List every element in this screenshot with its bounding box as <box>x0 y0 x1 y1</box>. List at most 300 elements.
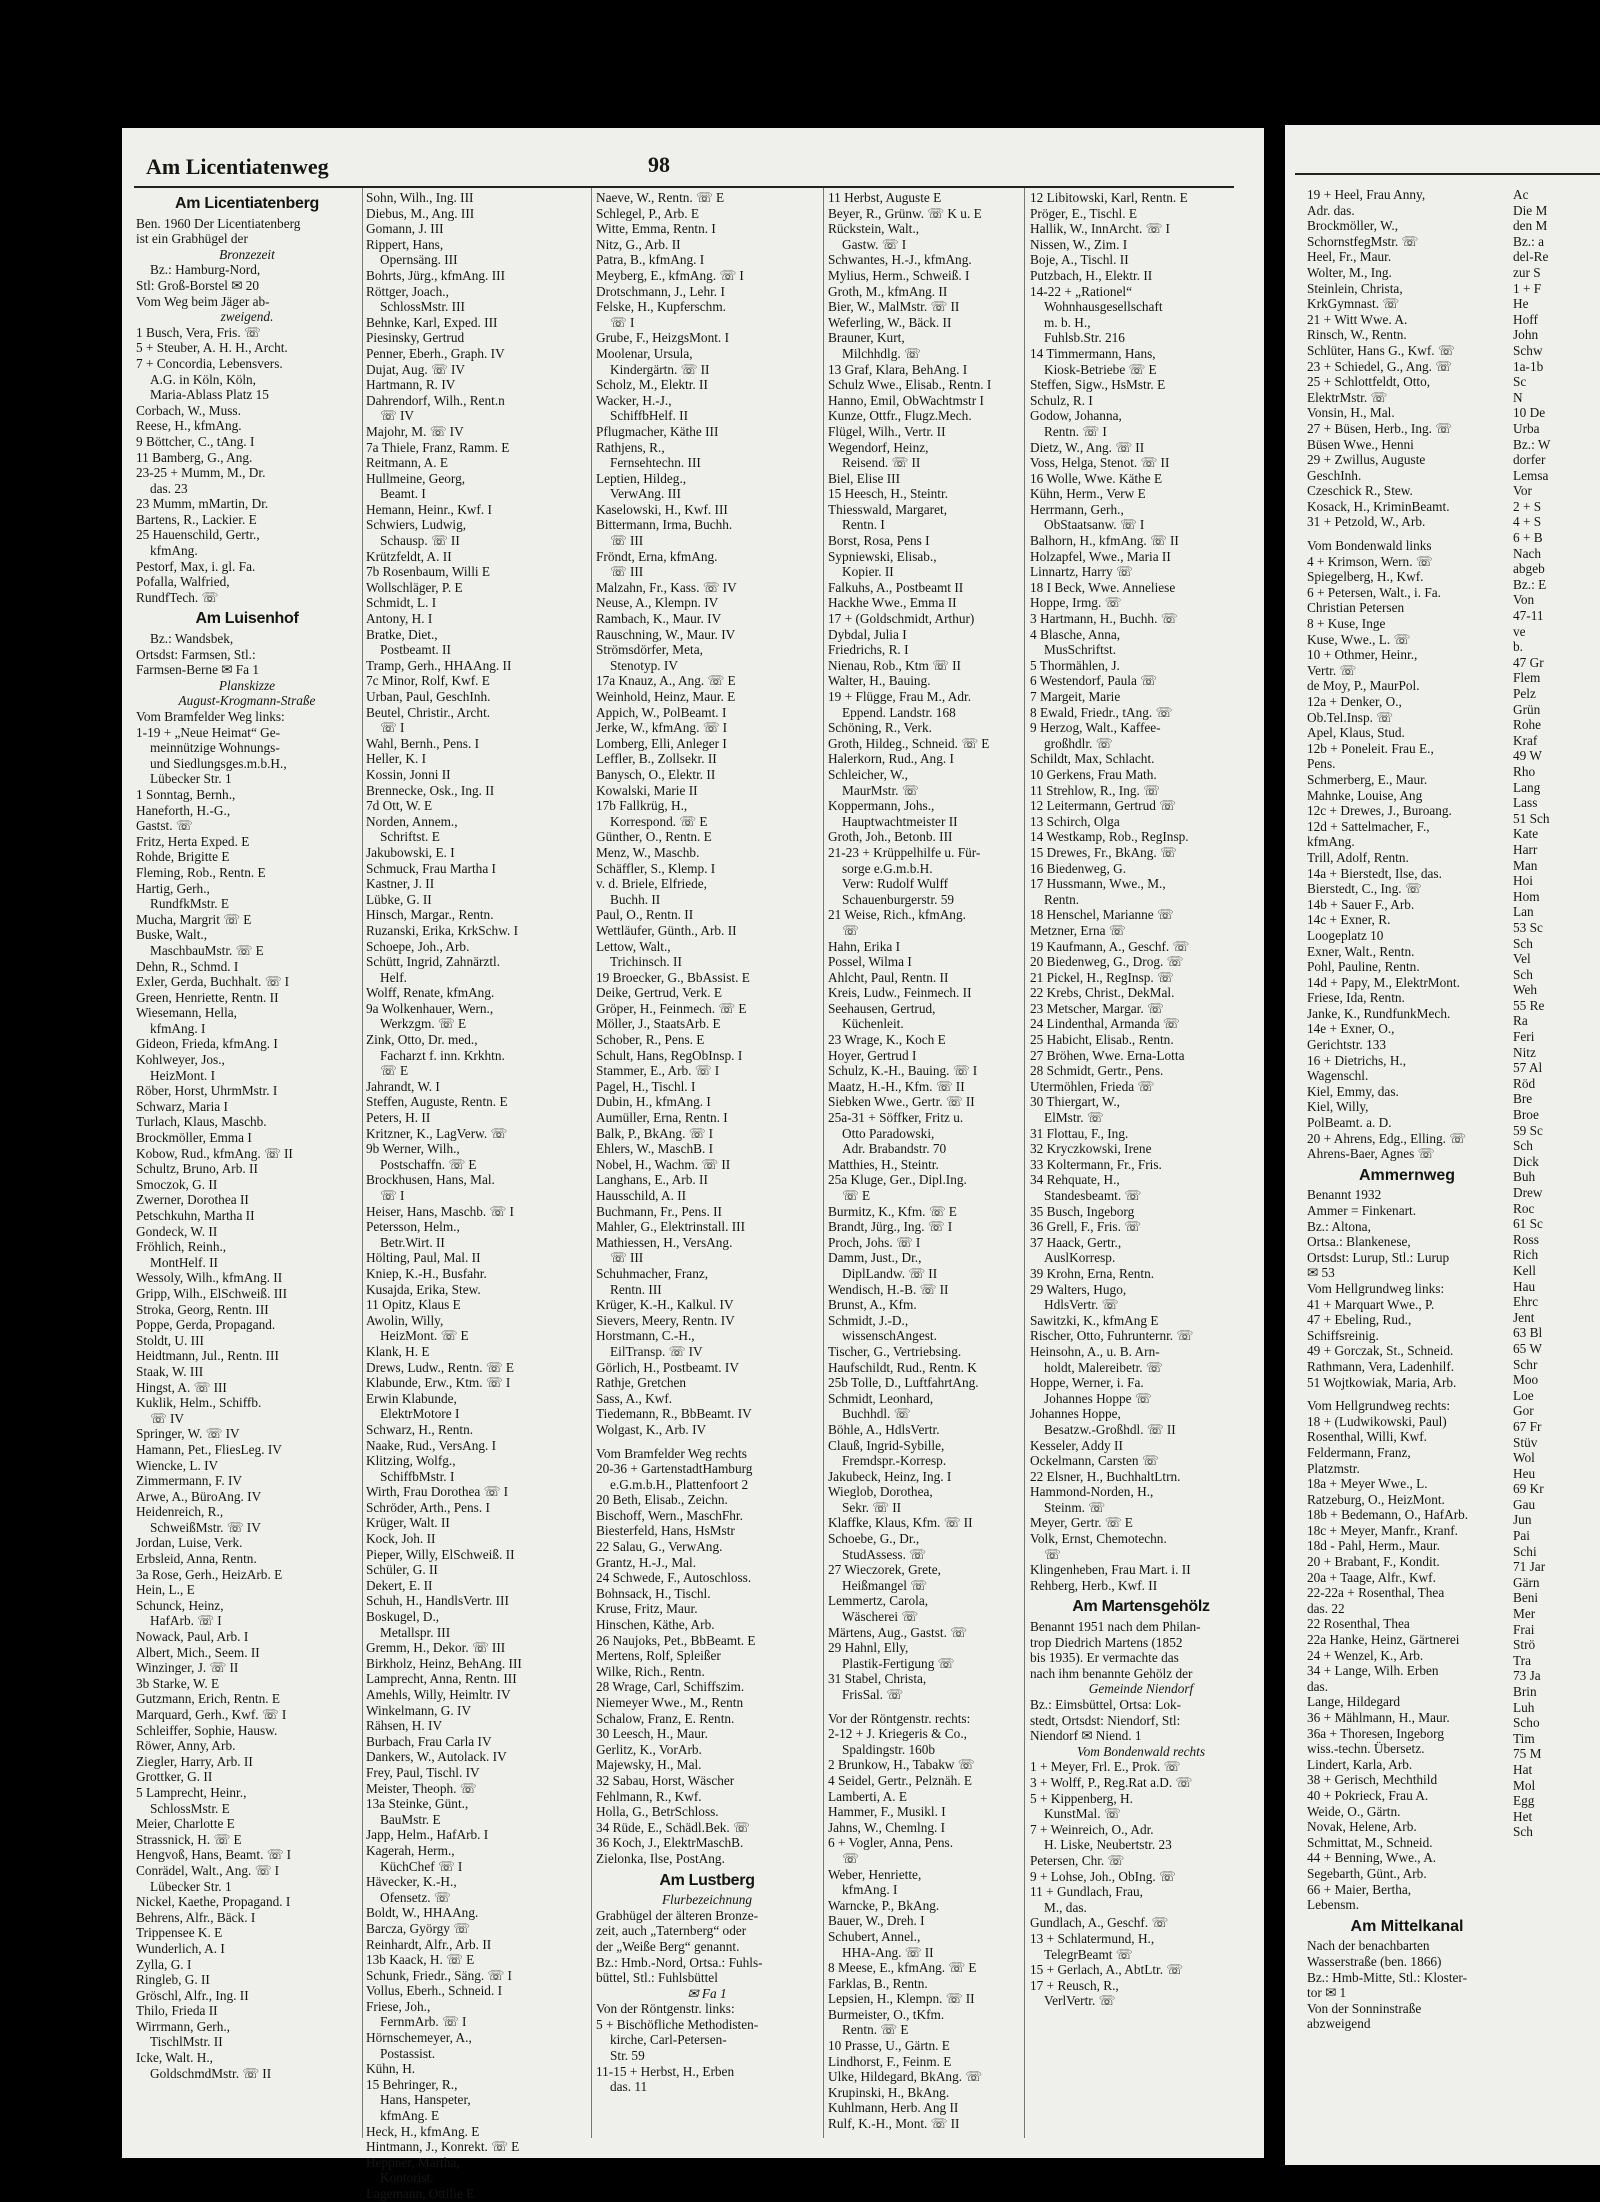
directory-entry: Flügel, Wilh., Vertr. II <box>828 423 946 439</box>
directory-entry: 19 + Heel, Frau Anny, <box>1307 187 1426 202</box>
directory-entry: VerwAng. III <box>610 486 681 502</box>
directory-entry: 67 Fr <box>1513 1418 1542 1434</box>
directory-entry: del-Re <box>1513 249 1549 265</box>
directory-entry: Pflugmacher, Käthe III <box>596 423 719 439</box>
directory-entry: Wirrmann, Gerh., <box>136 2018 230 2034</box>
directory-entry: Rathmann, Vera, Ladenhilf. <box>1307 1358 1455 1374</box>
directory-entry: nach ihm benannte Gehölz der <box>1030 1665 1193 1681</box>
directory-entry: Reitmann, A. E <box>366 455 448 471</box>
directory-entry: AuslKorresp. <box>1044 1250 1116 1266</box>
directory-entry: 11-15 + Herbst, H., Erben <box>596 2063 735 2079</box>
directory-entry: ObStaatsanw. ☏ I <box>1044 517 1145 533</box>
directory-entry: 34 + Lange, Wilh. Erben <box>1307 1663 1439 1679</box>
directory-entry: Tramp, Gerh., HHAAng. II <box>366 657 512 673</box>
directory-entry: ve <box>1513 623 1526 639</box>
directory-entry: Witte, Emma, Rentn. I <box>596 221 716 237</box>
directory-entry: Schunk, Friedr., Säng. ☏ I <box>366 1967 512 1983</box>
directory-entry: Schober, R., Pens. E <box>596 1032 705 1048</box>
directory-entry: Schmidt, J.-D., <box>828 1312 909 1328</box>
directory-entry: Gastst. ☏ <box>136 818 193 834</box>
directory-entry: 24 Schwede, F., Autoschloss. <box>596 1570 752 1586</box>
directory-entry: Hintmann, J., Konrekt. ☏ E <box>366 2139 520 2155</box>
directory-entry: Hinsch, Margar., Rentn. <box>366 907 494 923</box>
directory-entry: Rho <box>1513 763 1536 779</box>
directory-entry: SchiffbHelf. II <box>610 408 689 424</box>
directory-entry: Kühn, Herm., Verw E <box>1030 486 1146 502</box>
directory-entry: 51 Sch <box>1513 810 1550 826</box>
directory-entry: Röwer, Anny, Arb. <box>136 1738 236 1754</box>
directory-entry: Hartmann, R. IV <box>366 377 456 393</box>
directory-entry: das. 22 <box>1307 1600 1345 1616</box>
directory-entry: 9 Herzog, Walt., Kaffee- <box>1030 720 1161 736</box>
directory-entry: Ofensetz. ☏ <box>380 1889 451 1905</box>
directory-entry: Brandt, Jürg., Ing. ☏ I <box>828 1219 953 1235</box>
directory-entry: Schulz, K.-H., Bauing. ☏ I <box>828 1063 978 1079</box>
directory-entry: Röttger, Joach., <box>366 283 449 299</box>
directory-entry: Segebarth, Günt., Arb. <box>1307 1865 1427 1881</box>
directory-entry: kfmAng. <box>1307 834 1355 850</box>
directory-entry: Kühn, H. <box>366 2061 416 2077</box>
directory-entry: ☏ IV <box>380 408 414 424</box>
directory-entry: Sch <box>1513 1138 1533 1154</box>
directory-entry: 7c Minor, Rolf, Kwf. E <box>366 673 490 689</box>
directory-entry: Zielonka, Ilse, PostAng. <box>596 1850 725 1866</box>
directory-entry: Schlegel, P., Arb. E <box>596 205 700 221</box>
directory-entry: Heißmangel ☏ <box>842 1577 927 1593</box>
directory-entry: 10 De <box>1513 405 1546 421</box>
directory-entry: Meier, Charlotte E <box>136 1816 235 1832</box>
directory-entry: Ehrc <box>1513 1294 1539 1310</box>
directory-entry: Kontorist. <box>380 2170 434 2186</box>
directory-entry: Bz.: Eimsbüttel, Ortsa: Lok- <box>1030 1697 1182 1712</box>
directory-entry: TischlMstr. II <box>150 2034 223 2050</box>
directory-entry: Kuse, Wwe., L. ☏ <box>1307 631 1411 647</box>
directory-entry: Hamann, Pet., FliesLeg. IV <box>136 1441 282 1457</box>
directory-entry: MaschbauMstr. ☏ E <box>150 942 264 958</box>
directory-entry: Kreis, Ludw., Feinmech. II <box>828 985 972 1001</box>
directory-entry: Janke, K., RundfunkMech. <box>1307 1005 1451 1021</box>
directory-entry: 21 + Witt Wwe. A. <box>1307 311 1408 327</box>
directory-entry: der „Weiße Berg“ genannt. <box>596 1938 740 1954</box>
directory-entry: Zimmermann, F. IV <box>136 1473 243 1489</box>
directory-entry: Christian Petersen <box>1307 600 1405 616</box>
directory-entry: Metzner, Erna ☏ <box>1030 922 1126 938</box>
directory-entry: Petersson, Helm., <box>366 1219 460 1235</box>
directory-entry: 36a + Thoresen, Ingeborg <box>1307 1725 1444 1741</box>
directory-entry: Het <box>1513 1808 1533 1824</box>
directory-entry: Volk, Ernst, Chemotechn. <box>1030 1531 1167 1547</box>
directory-entry: Benannt 1932 <box>1307 1187 1382 1203</box>
directory-entry: Lübke, G. II <box>366 891 432 907</box>
directory-entry: 34 Rehquate, H., <box>1030 1172 1120 1188</box>
directory-entry: Gundlach, A., Geschf. ☏ <box>1030 1915 1169 1931</box>
directory-entry: büttel, Stl.: Fuhlsbüttel <box>596 1970 718 1986</box>
directory-entry: Falkuhs, A., Postbeamt II <box>828 579 964 595</box>
directory-entry: Metallspr. III <box>380 1624 451 1640</box>
directory-entry: Buh <box>1513 1169 1536 1185</box>
directory-entry: Japp, Helm., HafArb. I <box>366 1827 489 1843</box>
directory-entry: Postassist. <box>380 2045 436 2061</box>
directory-entry: Loe <box>1513 1387 1534 1403</box>
directory-entry: EilTransp. ☏ IV <box>610 1343 703 1359</box>
directory-entry: Brin <box>1513 1684 1537 1699</box>
directory-entry: Schi <box>1513 1543 1537 1559</box>
street-heading: Ammernweg <box>1358 1166 1456 1184</box>
directory-entry: Lübecker Str. 1 <box>150 1878 232 1894</box>
directory-entry: Klank, H. E <box>366 1343 430 1359</box>
directory-entry: Schulz, R. I <box>1030 392 1093 408</box>
directory-entry: wissenschAngest. <box>842 1328 937 1344</box>
directory-entry: Schlüter, Hans G., Kwf. ☏ <box>1307 342 1455 358</box>
directory-entry: 6 + Vogler, Anna, Pens. <box>828 1835 954 1851</box>
directory-entry: Besatzw.-Großhdl. ☏ II <box>1044 1421 1176 1437</box>
directory-entry: Rentn. I <box>842 517 885 533</box>
directory-entry: Horstmann, C.-H., <box>596 1328 695 1344</box>
directory-entry: Ac <box>1513 187 1529 202</box>
column-divider <box>362 188 363 2138</box>
directory-entry: Corbach, W., Muss. <box>136 402 241 418</box>
directory-entry: Hullmeine, Georg, <box>366 470 466 486</box>
directory-entry: Appich, W., PolBeamt. I <box>596 704 727 720</box>
directory-entry: Von <box>1513 592 1535 608</box>
directory-entry: KüchChef ☏ I <box>380 1858 463 1874</box>
directory-entry: Winzinger, J. ☏ II <box>136 1660 239 1676</box>
directory-entry: Aumüller, Erna, Rentn. I <box>596 1110 728 1126</box>
directory-entry: 3a Rose, Gerh., HeizArb. E <box>136 1566 283 1582</box>
directory-entry: Von der Röntgenstr. links: <box>596 2001 735 2017</box>
directory-entry: den M <box>1513 218 1548 234</box>
directory-entry: Johannes Hoppe, <box>1030 1406 1121 1422</box>
directory-entry: Wagenschl. <box>1307 1068 1369 1084</box>
directory-entry: Sawitzki, K., kfmAng E <box>1030 1312 1159 1328</box>
directory-entry: 3 Hartmann, H., Buchh. ☏ <box>1030 611 1178 627</box>
directory-entry: Haufschildt, Rud., Rentn. K <box>828 1359 977 1375</box>
directory-entry: Naake, Rud., VersAng. I <box>366 1437 497 1453</box>
directory-entry: Adr. Brabandstr. 70 <box>842 1141 947 1157</box>
directory-entry: Fleming, Rob., Rentn. E <box>136 864 266 880</box>
directory-entry: Leptien, Hildeg., <box>596 470 687 486</box>
directory-entry: das. 23 <box>150 480 188 496</box>
directory-entry: trop Diedrich Martens (1852 <box>1030 1634 1183 1650</box>
directory-entry: Schmerberg, E., Maur. <box>1307 771 1428 787</box>
directory-entry: Putzbach, H., Elektr. II <box>1030 267 1153 283</box>
directory-entry: KrkGymnast. ☏ <box>1307 296 1399 312</box>
directory-entry: 73 Ja <box>1513 1668 1541 1684</box>
directory-entry: Fritz, Herta Exped. E <box>136 833 250 849</box>
directory-entry: Gripp, Wilh., ElSchweiß. III <box>136 1285 287 1301</box>
directory-entry: Wessoly, Wilh., kfmAng. II <box>136 1270 283 1286</box>
directory-entry: Grabhügel der älteren Bronze- <box>596 1907 759 1923</box>
directory-entry: Böhle, A., HdlsVertr. <box>828 1421 940 1437</box>
directory-entry: Beni <box>1513 1590 1539 1606</box>
directory-entry: Dybdal, Julia I <box>828 626 907 642</box>
directory-entry: Rischer, Otto, Fuhrunternr. ☏ <box>1030 1328 1194 1344</box>
directory-entry <box>596 1438 818 1446</box>
directory-entry: Standesbeamt. ☏ <box>1044 1188 1142 1203</box>
directory-entry: Hauptwachtmeister II <box>842 813 958 829</box>
directory-entry: Vor <box>1513 483 1532 499</box>
directory-entry: Otto Paradowski, <box>842 1125 935 1141</box>
directory-entry: abgeb <box>1513 561 1545 577</box>
directory-entry <box>828 1703 1050 1711</box>
directory-entry: Tim <box>1513 1730 1535 1746</box>
directory-entry: Wahl, Bernh., Pens. I <box>366 735 480 751</box>
directory-entry: Petschkuhn, Martha II <box>136 1208 255 1223</box>
directory-entry: Bz.: Wandsbek, <box>150 631 234 647</box>
directory-entry: 23 Mumm, mMartin, Dr. <box>136 496 269 512</box>
directory-entry: Bre <box>1513 1091 1533 1107</box>
directory-entry: Penner, Eberh., Graph. IV <box>366 345 505 361</box>
directory-entry: Spiegelberg, H., Kwf. <box>1307 569 1424 585</box>
directory-entry: Sypniewski, Elisab., <box>828 548 937 564</box>
directory-entry: Vom Weg beim Jäger ab- <box>136 293 270 309</box>
directory-entry: Dehn, R., Schmd. I <box>136 958 239 974</box>
directory-entry: Stroka, Georg, Rentn. III <box>136 1301 269 1317</box>
directory-entry: Kiosk-Betriebe ☏ E <box>1044 361 1157 377</box>
directory-entry: Kopier. II <box>842 564 894 580</box>
directory-entry: Lange, Hildegard <box>1307 1694 1401 1710</box>
directory-entry: Wohnhausgesellschaft <box>1044 299 1163 315</box>
directory-entry: Burbach, Frau Carla IV <box>366 1733 492 1749</box>
directory-entry: Milchhdlg. ☏ <box>842 345 921 361</box>
directory-entry: Malzahn, Fr., Kass. ☏ IV <box>596 579 737 595</box>
directory-entry: zweigend. <box>220 309 274 325</box>
directory-entry: Kastner, J. II <box>366 876 435 892</box>
directory-entry: He <box>1513 296 1529 312</box>
directory-entry: Clauß, Ingrid-Sybille, <box>828 1437 945 1453</box>
directory-entry: Bittermann, Irma, Buchh. <box>596 517 733 533</box>
directory-entry: 14b + Sauer F., Arb. <box>1307 896 1415 912</box>
directory-entry: 15 Drewes, Fr., BkAng. ☏ <box>1030 844 1177 860</box>
directory-entry: Stoldt, U. III <box>136 1332 204 1348</box>
directory-entry: Lindhorst, F., Feinm. E <box>828 2053 952 2069</box>
directory-entry: Ringleb, G. II <box>136 1972 210 1988</box>
directory-entry: Schildt, Max, Schlacht. <box>1030 751 1155 767</box>
directory-entry: Hammer, F., Musikl. I <box>828 1804 946 1820</box>
directory-entry: Ortsdst: Farmsen, Stl.: <box>136 646 256 662</box>
directory-entry: Bz.: W <box>1513 436 1551 452</box>
directory-entry: 5 Thormählen, J. <box>1030 657 1120 673</box>
directory-entry: Weh <box>1513 982 1538 998</box>
directory-entry: Johannes Hoppe ☏ <box>1044 1390 1152 1406</box>
directory-entry: Bz.: a <box>1513 233 1545 249</box>
directory-entry: Ratzeburg, O., HeizMont. <box>1307 1491 1445 1507</box>
directory-entry: Fehlmann, R., Kwf. <box>596 1788 702 1804</box>
directory-entry: kirche, Carl-Petersen- <box>610 2032 727 2048</box>
column-5 <box>1030 190 1252 2140</box>
directory-entry: Kesseler, Addy II <box>1030 1437 1123 1453</box>
directory-entry: Moo <box>1513 1372 1539 1388</box>
directory-entry: Borst, Rosa, Pens I <box>828 533 930 549</box>
directory-entry: 33 Koltermann, Fr., Fris. <box>1030 1156 1162 1172</box>
directory-entry: Gröschl, Alfr., Ing. II <box>136 1987 249 2003</box>
directory-entry: Nowack, Paul, Arb. I <box>136 1629 249 1645</box>
directory-entry: Hemann, Heinr., Kwf. I <box>366 501 492 517</box>
directory-entry: Steinlein, Christa, <box>1307 280 1403 296</box>
directory-entry: Trippensee K. E <box>136 1925 223 1941</box>
directory-entry: Mol <box>1513 1777 1536 1793</box>
directory-entry: 49 + Gorczak, St., Schneid. <box>1307 1343 1454 1359</box>
directory-entry: Lagemann, Ottilie E <box>366 2186 475 2201</box>
directory-entry: 20 Biedenweg, G., Drog. ☏ <box>1030 954 1184 970</box>
directory-entry: 22 Rosenthal, Thea <box>1307 1616 1410 1632</box>
directory-entry: 29 + Zwillus, Auguste <box>1307 452 1426 468</box>
directory-entry: Wiesemann, Hella, <box>136 1005 237 1021</box>
directory-entry: Tiedemann, R., BbBeamt. IV <box>596 1406 752 1422</box>
directory-entry: Erwin Klabunde, <box>366 1390 457 1406</box>
directory-entry: Klabunde, Erw., Ktm. ☏ I <box>366 1375 511 1391</box>
directory-entry: 14a + Bierstedt, Ilse, das. <box>1307 865 1442 881</box>
directory-entry: 7d Ott, W. E <box>366 798 433 814</box>
directory-entry: 1 + Meyer, Frl. E., Prok. ☏ <box>1030 1759 1181 1775</box>
directory-entry: Schalow, Franz, E. Rentn. <box>596 1710 735 1726</box>
directory-entry: 12 Libitowski, Karl, Rentn. E <box>1030 190 1188 205</box>
directory-entry: das. 11 <box>610 2079 648 2095</box>
directory-entry: Maatz, H.-H., Kfm. ☏ II <box>828 1078 965 1094</box>
directory-entry: Bierstedt, C., Ing. ☏ <box>1307 881 1422 897</box>
directory-entry: Kell <box>1513 1262 1536 1278</box>
directory-entry <box>1307 530 1507 538</box>
directory-entry: Possel, Wilma I <box>828 954 912 970</box>
directory-entry: 20-36 + GartenstadtHamburg <box>596 1461 753 1477</box>
directory-entry: Vonsin, H., Mal. <box>1307 405 1395 421</box>
directory-entry: Brauner, Kurt, <box>828 330 905 346</box>
directory-entry: Wunderlich, A. I <box>136 1940 225 1956</box>
directory-entry: Schmidt, Leonhard, <box>828 1390 934 1406</box>
directory-entry: 59 Sc <box>1513 1122 1543 1138</box>
directory-entry: HHA-Ang. ☏ II <box>842 1944 934 1960</box>
directory-entry: Strömsdörfer, Meta, <box>596 642 703 658</box>
directory-entry: Drew <box>1513 1185 1543 1200</box>
directory-entry: Nissen, W., Zim. I <box>1030 236 1128 252</box>
directory-entry: Bz.: E <box>1513 576 1547 592</box>
directory-entry: Gerichtstr. 133 <box>1307 1037 1387 1053</box>
directory-entry: Kowalski, Marie II <box>596 782 698 798</box>
directory-entry: 1-19 + „Neue Heimat“ Ge- <box>136 724 281 740</box>
directory-entry: Görlich, H., Postbeamt. IV <box>596 1359 739 1375</box>
directory-entry: Kuklik, Helm., Schiffb. <box>136 1395 262 1411</box>
directory-entry: Gondeck, W. II <box>136 1223 218 1239</box>
directory-entry: Schuhmacher, Franz, <box>596 1265 709 1281</box>
directory-entry: Heiser, Hans, Maschb. ☏ I <box>366 1203 514 1219</box>
directory-entry: Schütt, Ingrid, Zahnärztl. <box>366 954 501 970</box>
directory-entry: Damm, Just., Dr., <box>828 1250 922 1266</box>
directory-entry: Gerlitz, K., VorArb. <box>596 1741 702 1757</box>
directory-entry: Dekert, E. II <box>366 1577 433 1593</box>
directory-entry: ☏ III <box>610 533 644 549</box>
directory-entry: Beyer, R., Grünw. ☏ K u. E <box>828 205 982 221</box>
directory-entry: Niemeyer Wwe., M., Rentn <box>596 1695 744 1710</box>
directory-entry: Dubin, H., kfmAng. I <box>596 1094 711 1110</box>
directory-entry: bis 1935). Er vermachte das <box>1030 1650 1179 1666</box>
directory-entry: Steffen, Auguste, Rentn. E <box>366 1094 508 1110</box>
directory-entry: 24 Lindenthal, Armanda ☏ <box>1030 1016 1180 1032</box>
directory-entry: Schriftst. E <box>380 829 440 845</box>
directory-entry: Wolgast, K., Arb. IV <box>596 1421 707 1437</box>
directory-entry: Dahrendorf, Wilh., Rent.n <box>366 392 505 408</box>
directory-entry: Wacker, H.-J., <box>596 392 672 408</box>
directory-entry: 6 Westendorf, Paula ☏ <box>1030 673 1157 689</box>
directory-entry: Hahn, Erika I <box>828 938 900 954</box>
directory-entry: FernmArb. ☏ I <box>380 2014 467 2030</box>
directory-entry: Bz.: Hamburg-Nord, <box>150 262 261 278</box>
directory-entry: Rathje, Gretchen <box>596 1375 687 1391</box>
directory-entry: Erbsleid, Anna, Rentn. <box>136 1551 257 1567</box>
directory-entry: Jakubowski, E. I <box>366 844 455 860</box>
directory-entry: Zwerner, Dorothea II <box>136 1192 249 1208</box>
directory-entry: 27 Wieczorek, Grete, <box>828 1562 941 1578</box>
directory-entry: Feri <box>1513 1029 1535 1045</box>
directory-entry: Gremm, H., Dekor. ☏ III <box>366 1640 506 1656</box>
directory-entry: dorfer <box>1513 452 1546 468</box>
directory-entry: Loogeplatz 10 <box>1307 927 1384 943</box>
directory-entry: 18a + Meyer Wwe., L. <box>1307 1476 1428 1492</box>
directory-entry: Vom Bramfelder Weg rechts <box>596 1445 747 1461</box>
directory-entry: Springer, W. ☏ IV <box>136 1426 240 1442</box>
directory-entry: 18 + (Ludwikowski, Paul) <box>1307 1413 1447 1429</box>
directory-entry: 16 Wolle, Wwe. Käthe E <box>1030 470 1163 486</box>
directory-entry: Krützfeldt, A. II <box>366 548 452 564</box>
directory-entry: 25 Habicht, Elisab., Rentn. <box>1030 1032 1174 1048</box>
directory-entry: Kruse, Fritz, Maur. <box>596 1601 698 1617</box>
directory-entry: 63 Bl <box>1513 1325 1543 1341</box>
directory-entry: Walter, H., Bauing. <box>828 673 931 689</box>
column-3 <box>596 190 818 2140</box>
directory-entry: Bischoff, Wern., MaschFhr. <box>596 1507 743 1523</box>
directory-entry: 5 + Kippenberg, H. <box>1030 1790 1133 1806</box>
directory-entry: Fernsehtechn. III <box>610 455 701 471</box>
directory-entry: 9 + Lohse, Joh., ObIng. ☏ <box>1030 1868 1176 1884</box>
directory-entry: August-Krogmann-Straße <box>178 693 316 709</box>
directory-entry: Rippert, Hans, <box>366 236 444 252</box>
directory-entry: wiss.-techn. Übersetz. <box>1307 1741 1425 1757</box>
directory-page-99-partial <box>1285 125 1600 2165</box>
directory-entry: Vom Bondenwald rechts <box>1076 1743 1206 1759</box>
directory-entry: Mylius, Herm., Schweiß. I <box>828 267 970 283</box>
directory-entry: Schüler, G. II <box>366 1562 438 1578</box>
directory-entry: 23-25 + Mumm, M., Dr. <box>136 465 266 481</box>
directory-entry: 31 + Petzold, W., Arb. <box>1307 514 1426 530</box>
directory-entry: 7 + Concordia, Lebensvers. <box>136 355 283 371</box>
directory-entry: 12c + Drewes, J., Buroang. <box>1307 803 1452 819</box>
directory-entry: 17 + Reusch, R., <box>1030 1977 1119 1993</box>
directory-entry: 47 Gr <box>1513 654 1544 670</box>
directory-entry: Kaselowski, H., Kwf. III <box>596 501 728 517</box>
directory-entry: PolBeamt. a. D. <box>1307 1115 1392 1131</box>
directory-entry: Vel <box>1513 951 1531 967</box>
directory-entry: Krüger, K.-H., Kalkul. IV <box>596 1297 734 1313</box>
directory-entry: 13b Kaack, H. ☏ E <box>366 1952 475 1968</box>
directory-entry: Poppe, Gerda, Propagand. <box>136 1317 276 1333</box>
directory-entry: Heel, Fr., Maur. <box>1307 249 1392 265</box>
directory-entry: Majewsky, H., Mal. <box>596 1757 702 1773</box>
directory-entry: Büsen Wwe., Henni <box>1307 436 1414 452</box>
directory-entry: Flem <box>1513 670 1541 686</box>
directory-entry: Meyer, Gertr. ☏ E <box>1030 1515 1133 1531</box>
directory-entry: Lemsa <box>1513 467 1549 483</box>
directory-entry: Schausp. ☏ II <box>380 533 460 549</box>
directory-entry: Rulf, K.-H., Mont. ☏ II <box>828 2116 960 2132</box>
directory-entry: Trichinsch. II <box>610 954 682 970</box>
directory-entry: Sc <box>1513 374 1527 390</box>
directory-entry: kfmAng. <box>150 543 198 559</box>
directory-entry: VerlVertr. ☏ <box>1044 1993 1116 2009</box>
directory-entry: Fröhlich, Reinh., <box>136 1239 227 1255</box>
directory-entry: 22-22a + Rosenthal, Thea <box>1307 1585 1445 1601</box>
directory-entry: Schwarz, Maria I <box>136 1098 228 1114</box>
directory-entry: Hom <box>1513 888 1540 904</box>
directory-entry: Hans, Hanspeter, <box>380 2092 471 2108</box>
